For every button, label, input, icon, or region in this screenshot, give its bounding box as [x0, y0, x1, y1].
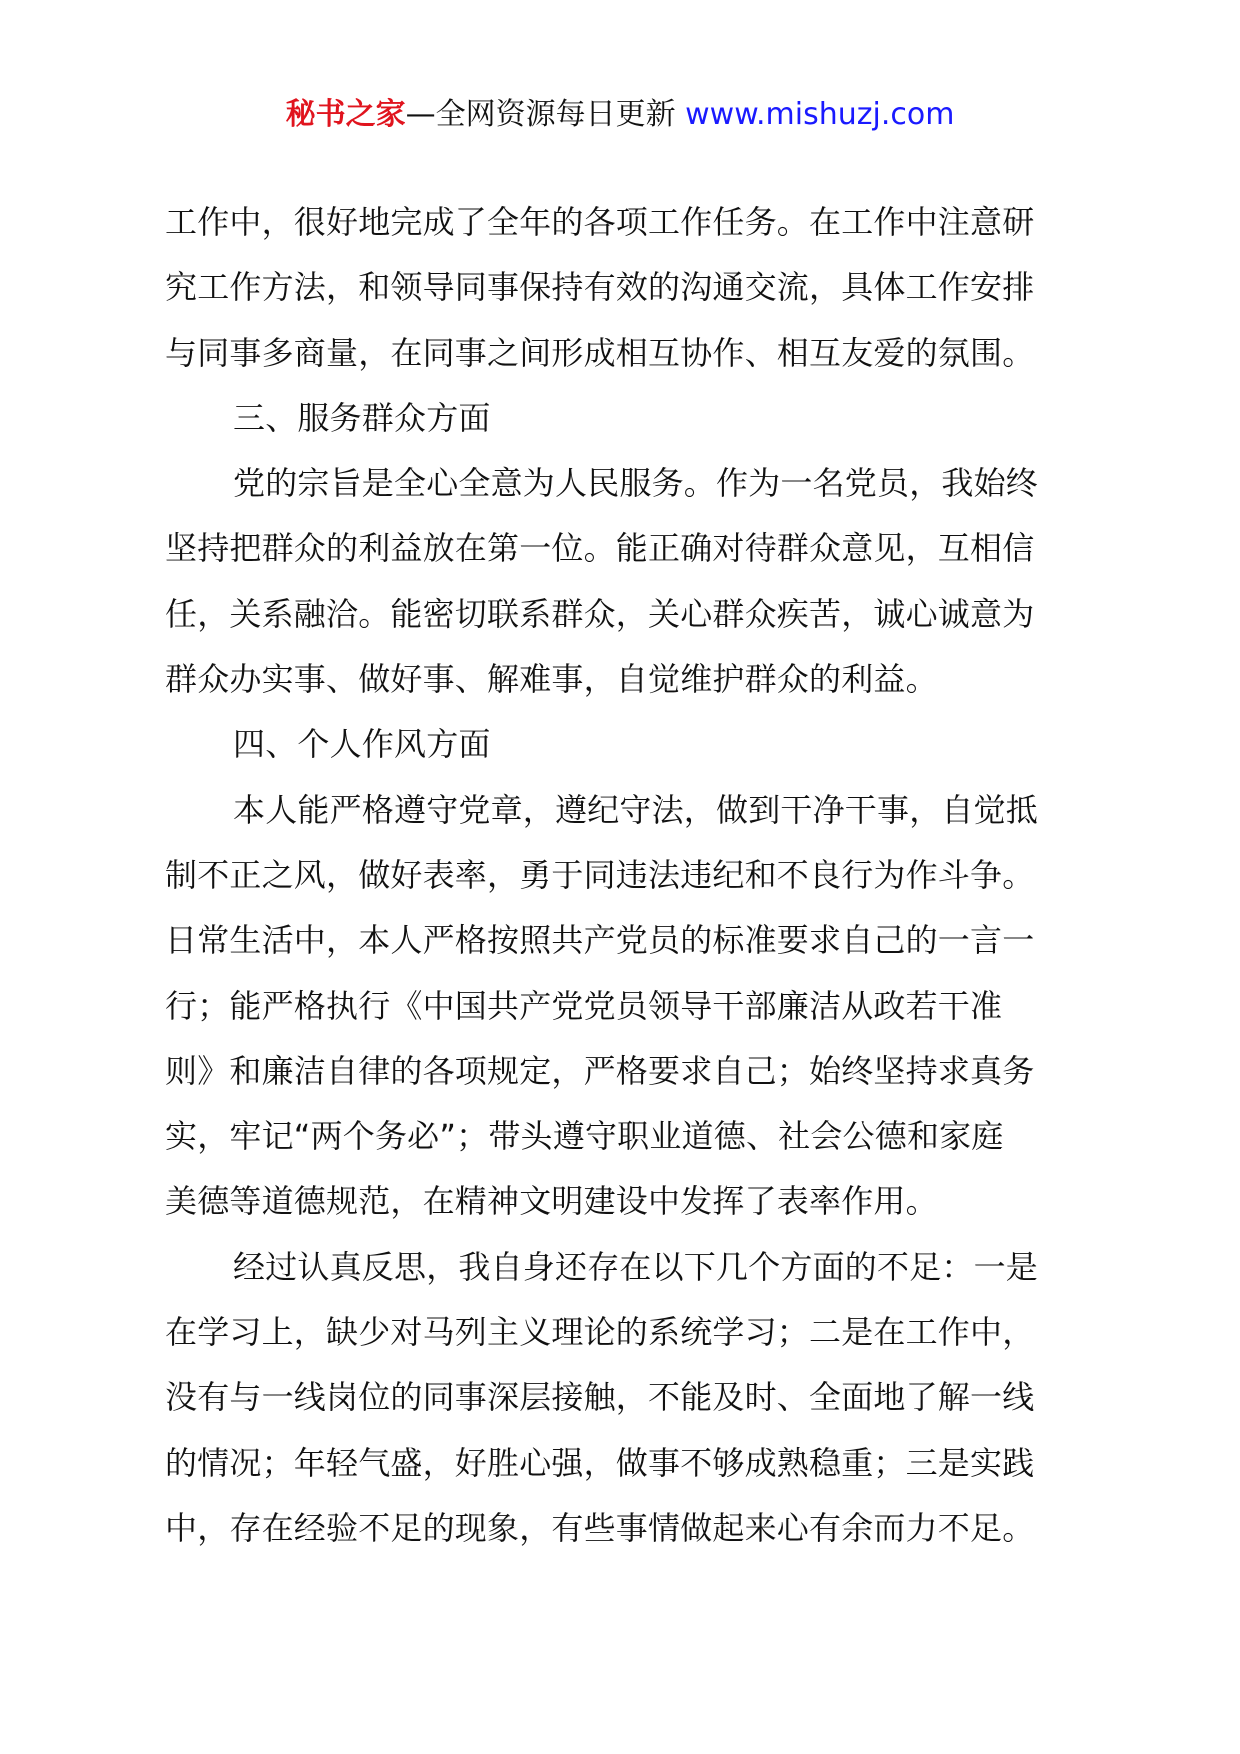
header-tagline: —全网资源每日更新 — [405, 97, 686, 132]
text-line: 没有与一线岗位的同事深层接触，不能及时、全面地了解一线 — [165, 1378, 1035, 1417]
text-line: 任，关系融洽。能密切联系群众，关心群众疾苦，诚心诚意为 — [165, 594, 1035, 633]
text-line: 本人能严格遵守党章，遵纪守法，做到干净干事，自觉抵 — [233, 790, 1039, 829]
text-line: 制不正之风，做好表率，勇于同违法违纪和不良行为作斗争。 — [165, 855, 1035, 894]
text-line: 的情况；年轻气盛，好胜心强，做事不够成熟稳重；三是实践 — [165, 1443, 1035, 1482]
text-line: 与同事多商量，在同事之间形成相互协作、相互友爱的氛围。 — [165, 333, 1035, 372]
text-line: 行；能严格执行《中国共产党党员领导干部廉洁从政若干准 — [165, 986, 1003, 1025]
text-line: 中，存在经验不足的现象，有些事情做起来心有余而力不足。 — [165, 1508, 1035, 1547]
website-url[interactable]: www.mishuzj.com — [685, 97, 955, 132]
text-line: 实，牢记“两个务必”；带头遵守职业道德、社会公德和家庭 — [165, 1117, 1004, 1156]
text-line: 群众办实事、做好事、解难事，自觉维护群众的利益。 — [165, 660, 938, 699]
section-heading-service: 三、服务群众方面 — [233, 398, 491, 437]
text-line: 在学习上，缺少对马列主义理论的系统学习；二是在工作中， — [165, 1313, 1035, 1352]
brand-name: 秘书之家 — [285, 97, 406, 132]
text-line: 则》和廉洁自律的各项规定，严格要求自己；始终坚持求真务 — [165, 1051, 1035, 1090]
text-line: 究工作方法，和领导同事保持有效的沟通交流，具体工作安排 — [165, 268, 1035, 307]
section-heading-conduct: 四、个人作风方面 — [233, 725, 491, 764]
text-line: 经过认真反思，我自身还存在以下几个方面的不足：一是 — [233, 1247, 1039, 1286]
document-body — [165, 190, 1085, 1561]
page-header — [0, 95, 1240, 135]
text-line: 党的宗旨是全心全意为人民服务。作为一名党员，我始终 — [233, 464, 1039, 503]
text-line: 工作中，很好地完成了全年的各项工作任务。在工作中注意研 — [165, 203, 1035, 241]
text-line: 美德等道德规范，在精神文明建设中发挥了表率作用。 — [165, 1182, 938, 1221]
text-line: 日常生活中，本人严格按照共产党员的标准要求自己的一言一 — [165, 921, 1035, 960]
text-line: 坚持把群众的利益放在第一位。能正确对待群众意见，互相信 — [165, 529, 1035, 568]
